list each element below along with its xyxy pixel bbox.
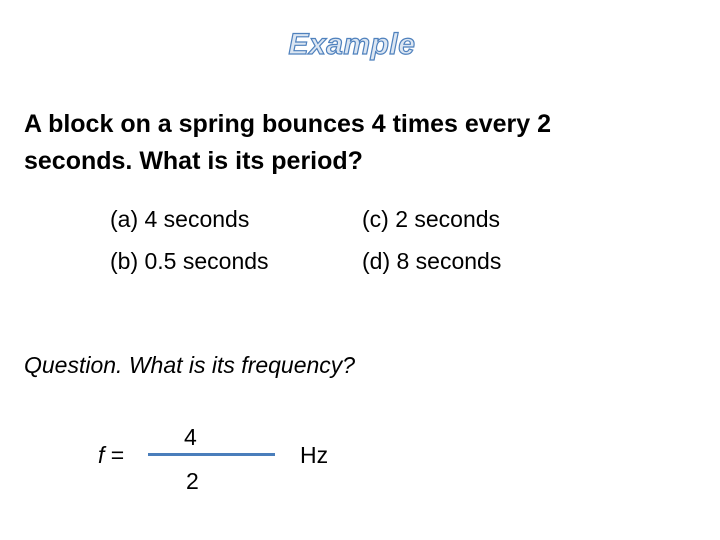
equation-variable: f bbox=[98, 442, 105, 468]
option-a: (a) 4 seconds bbox=[110, 206, 250, 232]
option-b: (b) 0.5 seconds bbox=[110, 248, 269, 274]
fraction-denominator: 2 bbox=[186, 468, 199, 494]
equation-unit: Hz bbox=[300, 442, 329, 468]
fraction-bar bbox=[148, 453, 275, 456]
option-d: (d) 8 seconds bbox=[362, 248, 502, 274]
followup-question: Question. What is its frequency? bbox=[24, 352, 356, 378]
question-text: A block on a spring bounces 4 times every 2 seconds. What is its period? bbox=[24, 110, 552, 175]
option-c: (c) 2 seconds bbox=[362, 206, 501, 232]
equation-lhs bbox=[98, 440, 124, 470]
equation-equals-sign: = bbox=[110, 442, 125, 468]
slide-title: Example bbox=[288, 28, 416, 61]
fraction-numerator: 4 bbox=[184, 424, 197, 450]
